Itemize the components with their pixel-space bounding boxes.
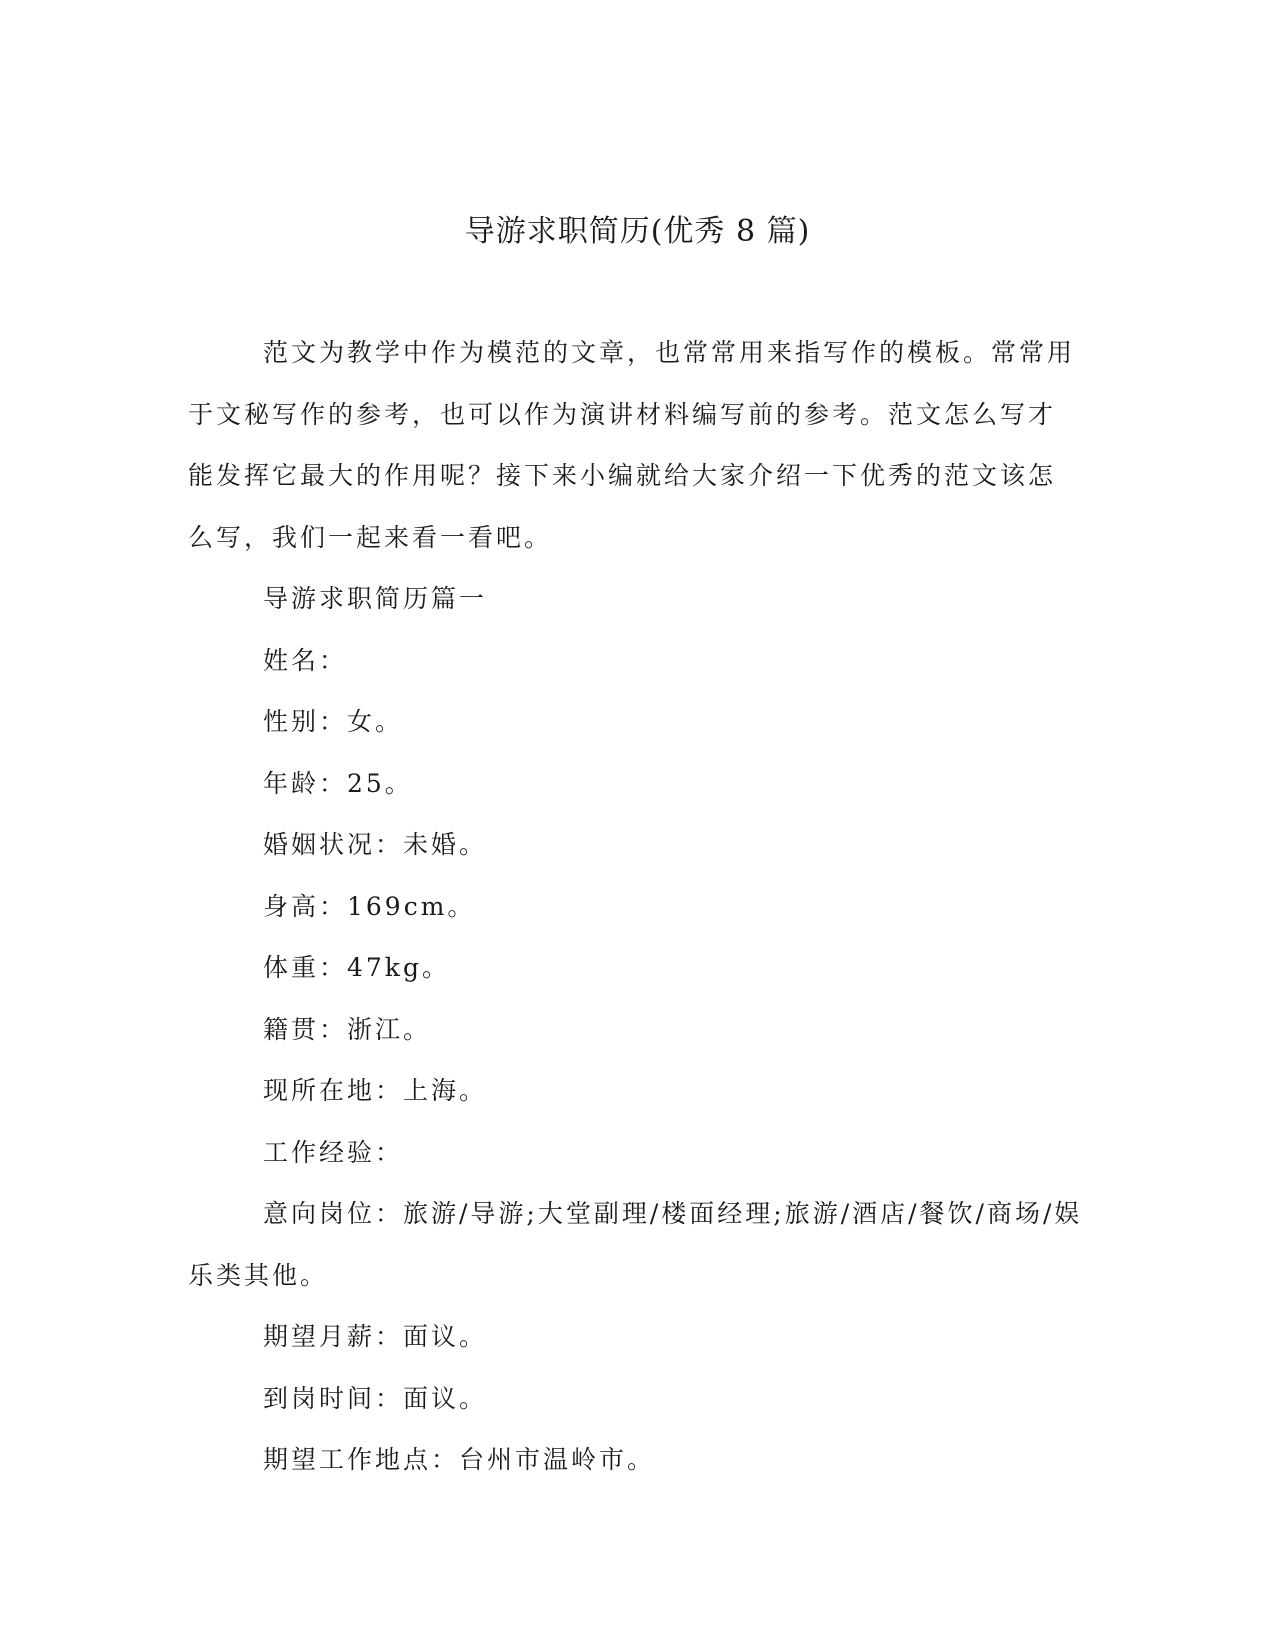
field-native-place: 籍贯：浙江。 [263,1014,432,1044]
field-age: 年龄：25。 [263,768,413,798]
field-expected-salary: 期望月薪：面议。 [263,1322,488,1351]
field-work-experience: 工作经验： [263,1137,404,1167]
field-start-date: 到岗时间：面议。 [263,1383,488,1413]
field-work-location: 期望工作地点：台州市温岭市。 [263,1445,656,1474]
field-height: 身高：169cm。 [263,891,476,921]
field-marital-status: 婚姻状况：未婚。 [263,830,488,859]
document-body [188,322,1083,1491]
intro-paragraph: 范文为教学中作为模范的文章，也常常用来指写作的模板。常常用于文秘写作的参考，也可以作为演讲材料编写前的参考。范文怎么写才能发挥它最大的作用呢？接下来小编就给大家介绍一下优秀的范文该怎么写，我们一起来看一看吧。 [188,338,1076,552]
document-title: 导游求职简历(优秀 8 篇) [464,214,811,249]
field-desired-position: 意向岗位：旅游/导游;大堂副理/楼面经理;旅游/酒店/餐饮/商场/娱乐类其他。 [188,1199,1083,1290]
field-weight: 体重：47kg。 [263,953,450,982]
field-name: 姓名： [263,645,348,675]
field-gender: 性别：女。 [263,707,404,736]
field-current-location: 现所在地：上海。 [263,1076,488,1105]
section-heading: 导游求职简历篇一 [263,584,488,613]
